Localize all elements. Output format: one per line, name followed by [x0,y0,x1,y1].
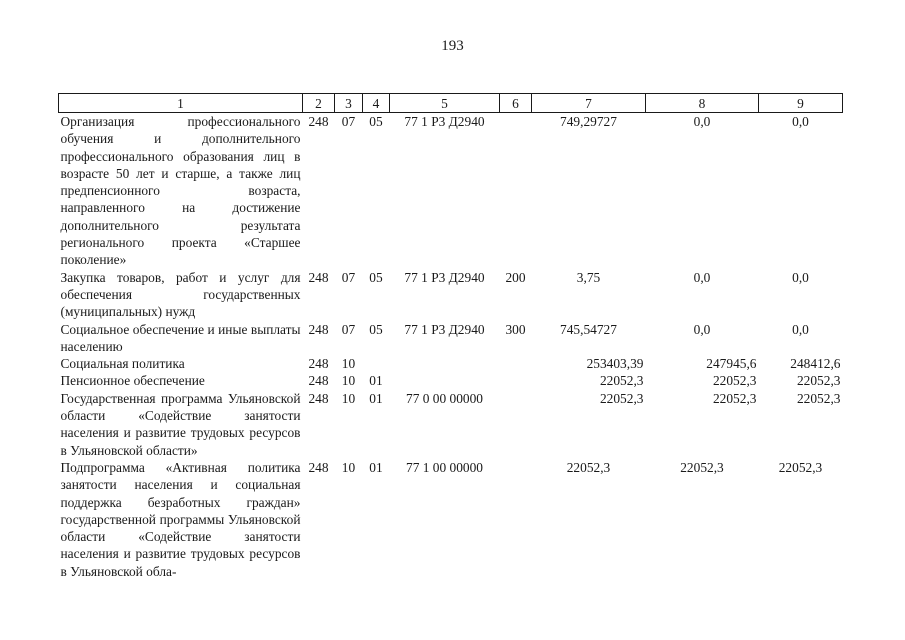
row-ministry: 248 [308,459,329,475]
table-row [59,459,843,580]
col-header-9: 9 [759,94,843,113]
row-section: 07 [341,269,356,285]
row-target: 77 1 Р3 Д2940 [404,269,485,285]
row-expense-type [500,113,532,269]
row-amount-7: 749,29727 [560,114,617,129]
row-amount-7: 22052,3 [599,373,644,389]
row-amount-8: 22052,3 [712,390,757,406]
col-header-5: 5 [390,94,500,113]
col-header-3: 3 [335,94,363,113]
row-name: Организация профессионального обучения и дополнительного профессионального образования лиц в возрасте 50 лет и старше, а также лиц предпенсионного возраста, направленного на достижение дополнительного результата регионального проекта «Старшее поколение» [60,114,301,268]
row-expense-type [500,459,532,580]
row-section: 07 [341,321,356,337]
row-section: 10 [341,373,356,389]
row-name: Пенсионное обеспечение [60,373,205,389]
row-amount-7: 22052,3 [566,459,611,475]
row-amount-8: 0,0 [693,321,711,337]
row-ministry: 248 [308,373,329,389]
row-name: Социальное обеспечение и иные выплаты населению [60,321,301,354]
row-amount-9: 248412,6 [790,356,841,372]
row-target [390,355,500,372]
row-amount-9: 0,0 [792,321,809,337]
row-amount-8: 0,0 [693,114,711,129]
row-ministry: 248 [308,356,329,372]
col-header-8: 8 [646,94,759,113]
row-target: 77 1 Р3 Д2940 [404,114,485,129]
table-row [59,355,843,372]
row-amount-8: 0,0 [693,269,711,285]
row-ministry: 248 [308,114,329,129]
row-target: 77 1 Р3 Д2940 [404,321,485,337]
row-name: Подпрограмма «Активная политика занятости населения и социальная поддержка безработных граждан» государственной программы Ульяновской области «Содействие занятости населения и развитие трудовых ресурсов в Ульяновской обла- [60,459,301,579]
row-amount-8: 247945,6 [706,356,757,372]
row-amount-7: 22052,3 [599,390,644,406]
page-number: 193 [441,38,464,54]
table-row [59,269,843,321]
row-target: 77 1 00 00000 [406,459,483,475]
row-amount-8: 22052,3 [712,373,757,389]
col-header-7: 7 [532,94,646,113]
row-name: Государственная программа Ульяновской области «Содействие занятости населения и развитие трудовых ресурсов в Ульяновской области» [60,390,301,458]
row-section: 10 [341,459,356,475]
row-subsection [363,355,390,372]
row-ministry: 248 [308,269,329,285]
row-expense-type: 200 [505,269,526,285]
row-amount-9: 0,0 [792,269,809,285]
table-row [59,372,843,389]
row-expense-type [500,372,532,389]
row-subsection: 05 [369,114,383,129]
row-ministry: 248 [308,321,329,337]
row-amount-8: 22052,3 [680,459,724,475]
row-subsection: 05 [369,321,383,337]
row-amount-7: 3,75 [576,269,601,285]
budget-table [58,93,843,580]
col-header-6: 6 [500,94,532,113]
row-name: Закупка товаров, работ и услуг для обеспечения государственных (муниципальных) нужд [60,269,301,320]
row-section: 10 [341,356,356,372]
row-name: Социальная политика [60,356,185,372]
row-subsection: 05 [369,269,383,285]
row-amount-9: 22052,3 [796,373,841,389]
row-amount-9: 22052,3 [796,390,841,406]
table-row [59,390,843,459]
row-expense-type [500,390,532,459]
col-header-1: 1 [59,94,303,113]
col-header-2: 2 [303,94,335,113]
row-amount-7: 253403,39 [586,356,644,372]
row-subsection: 01 [369,459,383,475]
row-subsection: 01 [369,373,383,389]
row-target: 77 0 00 00000 [406,390,483,406]
table-row [59,321,843,356]
row-ministry: 248 [308,390,329,406]
row-amount-9: 22052,3 [778,459,823,475]
row-amount-9: 0,0 [792,114,809,129]
row-section: 07 [341,114,356,129]
row-amount-7: 745,54727 [560,321,617,337]
row-expense-type: 300 [505,321,526,337]
row-subsection: 01 [369,390,383,406]
row-target [390,372,500,389]
col-header-4: 4 [363,94,390,113]
row-section: 10 [341,390,356,406]
header-row [59,94,843,113]
row-expense-type [500,355,532,372]
table-row [59,113,843,269]
